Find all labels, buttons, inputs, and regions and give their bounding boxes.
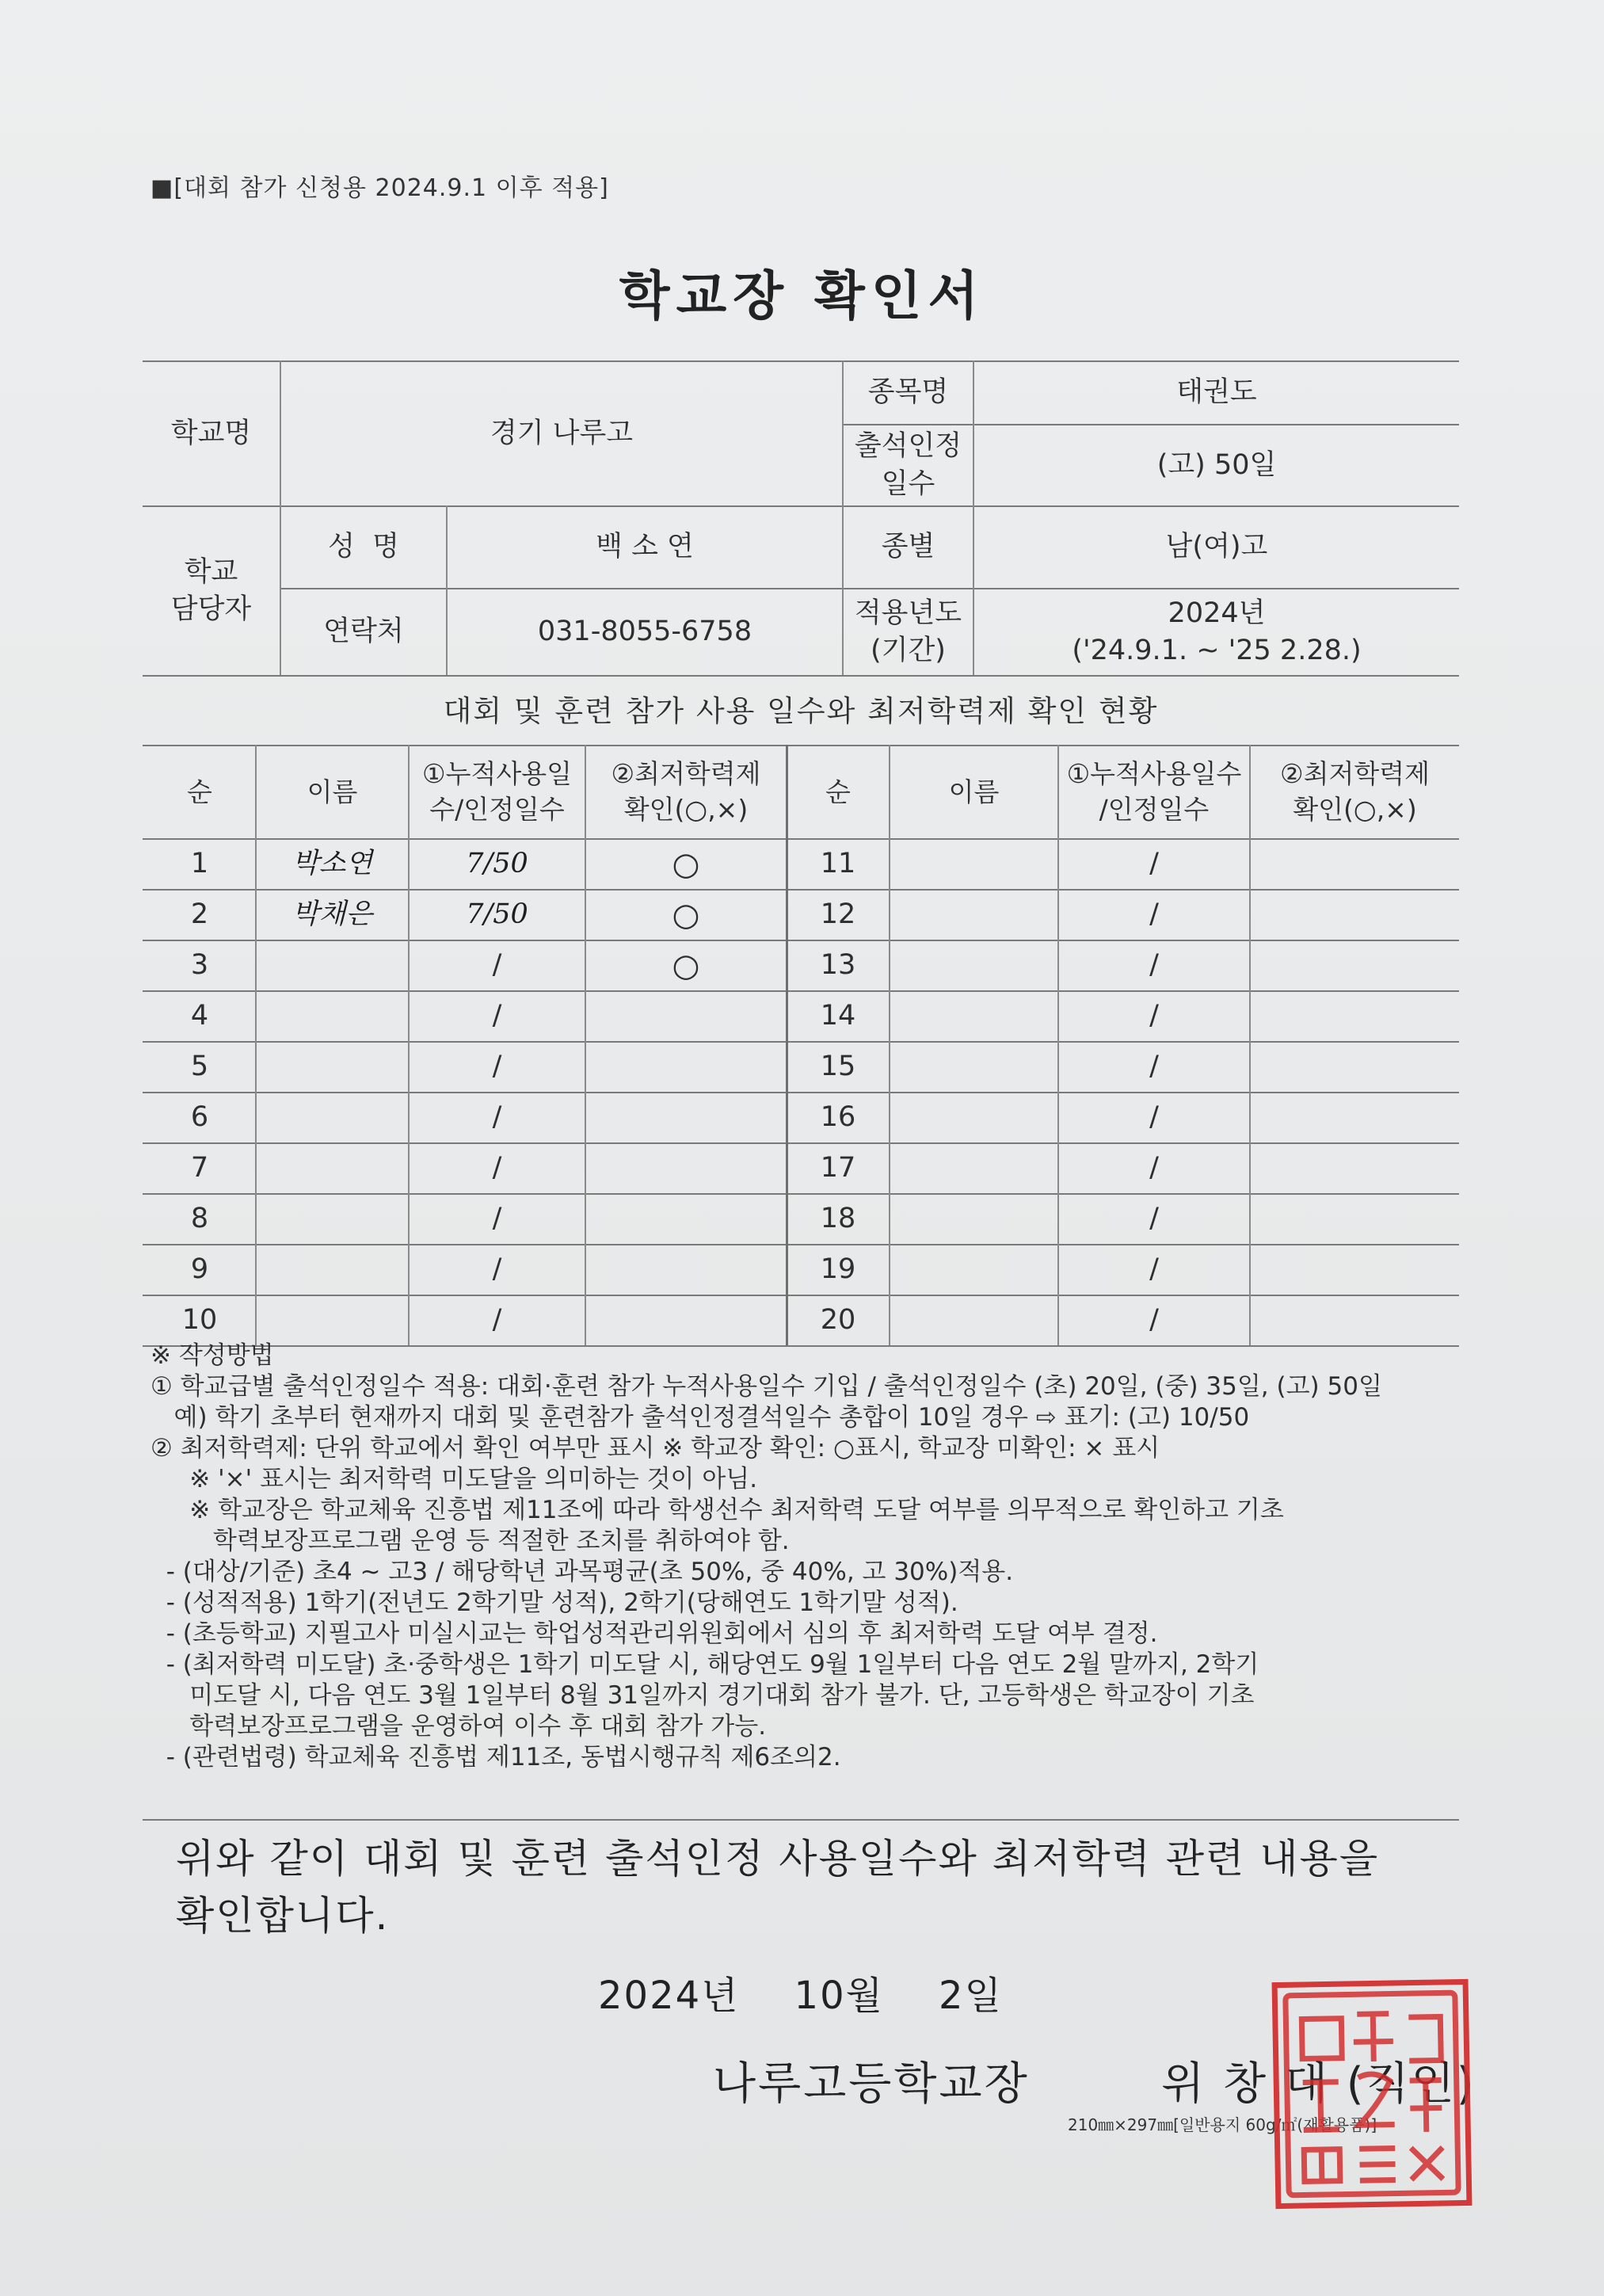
- name-cell: 박채은: [291, 898, 373, 931]
- instruction-line: ① 학교급별 출석인정일수 적용: 대회·훈련 참가 누적사용일수 기입 / 출석인정일수 (초) 20일, (중) 35일, (고) 50일: [150, 1372, 1382, 1401]
- row-number-cell: 15: [820, 1051, 856, 1083]
- table-header-cell: 순: [187, 776, 212, 807]
- usage-days-cell: /: [492, 1304, 502, 1337]
- academic-check-cell: [586, 1245, 786, 1295]
- principal-signature-line: 나루고등학교장 위 창 대 (직인): [713, 2058, 1476, 2110]
- table-header-cell: 이름: [948, 776, 1000, 807]
- instruction-line: ※ '×' 표시는 최저학력 미도달을 의미하는 것이 아님.: [150, 1465, 758, 1493]
- table-header-cell: 이름: [307, 776, 358, 807]
- row-number-cell: 10: [181, 1304, 218, 1337]
- name-cell: [257, 1195, 408, 1244]
- school-name-value: 경기 나루고: [490, 417, 634, 449]
- name-cell: [257, 941, 408, 990]
- table-header-cell: ①누적사용일수 /인정일수: [1066, 758, 1242, 825]
- academic-check-cell: [1251, 941, 1459, 990]
- name-cell: [257, 1144, 408, 1193]
- instruction-line: ※ 작성방법: [150, 1341, 274, 1370]
- academic-check-cell: [586, 1296, 786, 1345]
- row-number-cell: 7: [190, 1152, 209, 1184]
- issue-date: 2024년 10월 2일: [598, 1974, 1003, 2018]
- academic-check-cell: [1251, 1245, 1459, 1295]
- academic-check-cell: [1251, 1195, 1459, 1244]
- row-number-cell: 19: [820, 1253, 856, 1286]
- academic-check-cell: [586, 1195, 786, 1244]
- row-number-cell: 3: [190, 949, 209, 982]
- instruction-line: - (관련법령) 학교체육 진흥법 제11조, 동법시행규칙 제6조의2.: [150, 1743, 841, 1772]
- attendance-days-label: 출석인정 일수: [854, 430, 962, 500]
- academic-check-cell: [586, 1043, 786, 1092]
- row-number-cell: 5: [190, 1051, 209, 1083]
- usage-days-cell: /: [492, 1101, 502, 1134]
- document-title: 학교장 확인서: [619, 265, 985, 326]
- instruction-line: - (성적적용) 1학기(전년도 2학기말 성적), 2학기(당해연도 1학기말 성적).: [150, 1589, 958, 1617]
- confirmation-line-2: 확인합니다.: [176, 1893, 390, 1939]
- table-header-cell: ①누적사용일 수/인정일수: [422, 758, 572, 825]
- category-label: 종별: [881, 531, 935, 563]
- row-number-cell: 16: [820, 1101, 856, 1134]
- apply-year-value: 2024년 ('24.9.1. ~ '25 2.28.): [1072, 597, 1362, 666]
- usage-days-cell: /: [492, 1253, 502, 1286]
- usage-days-cell: /: [1149, 848, 1159, 880]
- paper-spec-footer: 210㎜×297㎜[일반용지 60g/㎡(재활용품)]: [1068, 2115, 1377, 2134]
- category-value: 남(여)고: [1165, 531, 1268, 563]
- usage-days-cell: 7/50: [466, 848, 528, 880]
- academic-check-cell: [1251, 891, 1459, 940]
- name-cell: [257, 1296, 408, 1345]
- academic-check-cell: [586, 1144, 786, 1193]
- row-number-cell: 20: [820, 1304, 856, 1337]
- form-usage-note: ■[대회 참가 신청용 2024.9.1 이후 적용]: [150, 174, 609, 202]
- row-number-cell: 13: [820, 949, 856, 982]
- usage-days-cell: /: [492, 1000, 502, 1032]
- school-manager-label: 학교 담당자: [170, 555, 252, 625]
- confirmation-line-1: 위와 같이 대회 및 훈련 출석인정 사용일수와 최저학력 관련 내용을: [176, 1836, 1380, 1882]
- usage-days-cell: /: [492, 1152, 502, 1184]
- name-cell: [890, 941, 1057, 990]
- writing-instructions: [150, 1341, 1465, 1773]
- row-number-cell: 9: [190, 1253, 209, 1286]
- academic-check-cell: [1251, 1043, 1459, 1092]
- row-number-cell: 6: [190, 1101, 209, 1134]
- manager-name-label: 성 명: [328, 531, 399, 563]
- academic-check-cell: ○: [672, 846, 700, 883]
- row-number-cell: 4: [190, 1000, 209, 1032]
- academic-check-cell: [586, 992, 786, 1041]
- table-header-cell: ②최저학력제 확인(○,×): [1280, 758, 1430, 825]
- name-cell: [890, 1093, 1057, 1142]
- usage-days-cell: 7/50: [466, 898, 528, 931]
- name-cell: [890, 840, 1057, 889]
- usage-days-cell: /: [1149, 1203, 1159, 1235]
- row-number-cell: 18: [820, 1203, 856, 1235]
- usage-days-cell: /: [1149, 1253, 1159, 1286]
- table-header-cell: 순: [825, 776, 851, 807]
- academic-check-cell: [1251, 1093, 1459, 1142]
- row-number-cell: 11: [820, 848, 856, 880]
- row-number-cell: 2: [190, 898, 209, 931]
- usage-days-cell: /: [1149, 1051, 1159, 1083]
- name-cell: [257, 992, 408, 1041]
- school-name-label: 학교명: [170, 417, 252, 449]
- name-cell: [257, 1093, 408, 1142]
- academic-check-cell: [1251, 1296, 1459, 1345]
- instruction-line: 학력보장프로그램을 운영하여 이수 후 대회 참가 가능.: [150, 1712, 767, 1741]
- name-cell: [890, 891, 1057, 940]
- name-cell: [890, 1043, 1057, 1092]
- name-cell: [890, 1245, 1057, 1295]
- sport-label: 종목명: [867, 376, 949, 409]
- confirmation-text: [176, 1830, 1379, 1944]
- official-seal-stamp: [1272, 1979, 1473, 2209]
- instruction-line: - (대상/기준) 초4 ~ 고3 / 해당학년 과목평균(초 50%, 중 40%, 고 30%)적용.: [150, 1558, 1014, 1586]
- academic-check-cell: [1251, 1144, 1459, 1193]
- usage-days-cell: /: [1149, 1101, 1159, 1134]
- instruction-line: 학력보장프로그램 운영 등 적절한 조치를 취하여야 함.: [150, 1527, 790, 1555]
- name-cell: [257, 1043, 408, 1092]
- row-number-cell: 12: [820, 898, 856, 931]
- usage-days-cell: /: [1149, 898, 1159, 931]
- instruction-line: 미도달 시, 다음 연도 3월 1일부터 8월 31일까지 경기대회 참가 불가. 단, 고등학생은 학교장이 기초: [150, 1681, 1255, 1710]
- instruction-line: - (초등학교) 지필고사 미실시교는 학업성적관리위원회에서 심의 후 최저학력 도달 여부 결정.: [150, 1619, 1158, 1648]
- row-number-cell: 14: [820, 1000, 856, 1032]
- instruction-line: ※ 학교장은 학교체육 진흥법 제11조에 따라 학생선수 최저학력 도달 여부를 의무적으로 확인하고 기초: [150, 1496, 1284, 1524]
- instruction-line: 예) 학기 초부터 현재까지 대회 및 훈련참가 출석인정결석일수 총합이 10일 경우 ⇨ 표기: (고) 10/50: [150, 1403, 1250, 1432]
- usage-days-cell: /: [492, 1051, 502, 1083]
- instruction-line: ② 최저학력제: 단위 학교에서 확인 여부만 표시 ※ 학교장 확인: ○표시, 학교장 미확인: × 표시: [150, 1434, 1160, 1463]
- name-cell: [890, 1144, 1057, 1193]
- usage-days-cell: /: [492, 949, 502, 982]
- name-cell: [890, 1195, 1057, 1244]
- name-cell: [890, 992, 1057, 1041]
- contact-label: 연락처: [323, 616, 404, 648]
- academic-check-cell: [586, 1093, 786, 1142]
- seal-glyphs-icon: [1278, 1985, 1467, 2203]
- academic-check-cell: ○: [672, 897, 700, 933]
- academic-check-cell: [1251, 992, 1459, 1041]
- name-cell: [257, 1245, 408, 1295]
- manager-name-value: 백 소 연: [596, 531, 694, 563]
- usage-days-cell: /: [1149, 949, 1159, 982]
- usage-days-cell: /: [1149, 1304, 1159, 1337]
- academic-check-cell: [1251, 840, 1459, 889]
- usage-days-cell: /: [1149, 1000, 1159, 1032]
- contact-value: 031-8055-6758: [537, 616, 752, 648]
- row-number-cell: 17: [820, 1152, 856, 1184]
- row-number-cell: 1: [190, 848, 209, 880]
- usage-days-cell: /: [1149, 1152, 1159, 1184]
- sport-value: 태권도: [1176, 376, 1257, 409]
- name-cell: 박소연: [291, 848, 373, 880]
- usage-days-cell: /: [492, 1203, 502, 1235]
- row-number-cell: 8: [190, 1203, 209, 1235]
- section-title: 대회 및 훈련 참가 사용 일수와 최저학력제 확인 현황: [443, 694, 1159, 729]
- instruction-line: - (최저학력 미도달) 초·중학생은 1학기 미도달 시, 해당연도 9월 1일부터 다음 연도 2월 말까지, 2학기: [150, 1650, 1259, 1679]
- name-cell: [890, 1296, 1057, 1345]
- academic-check-cell: ○: [672, 948, 700, 984]
- table-header-cell: ②최저학력제 확인(○,×): [611, 758, 761, 825]
- attendance-days-value: (고) 50일: [1156, 448, 1277, 481]
- apply-year-label: 적용년도 (기간): [854, 597, 962, 666]
